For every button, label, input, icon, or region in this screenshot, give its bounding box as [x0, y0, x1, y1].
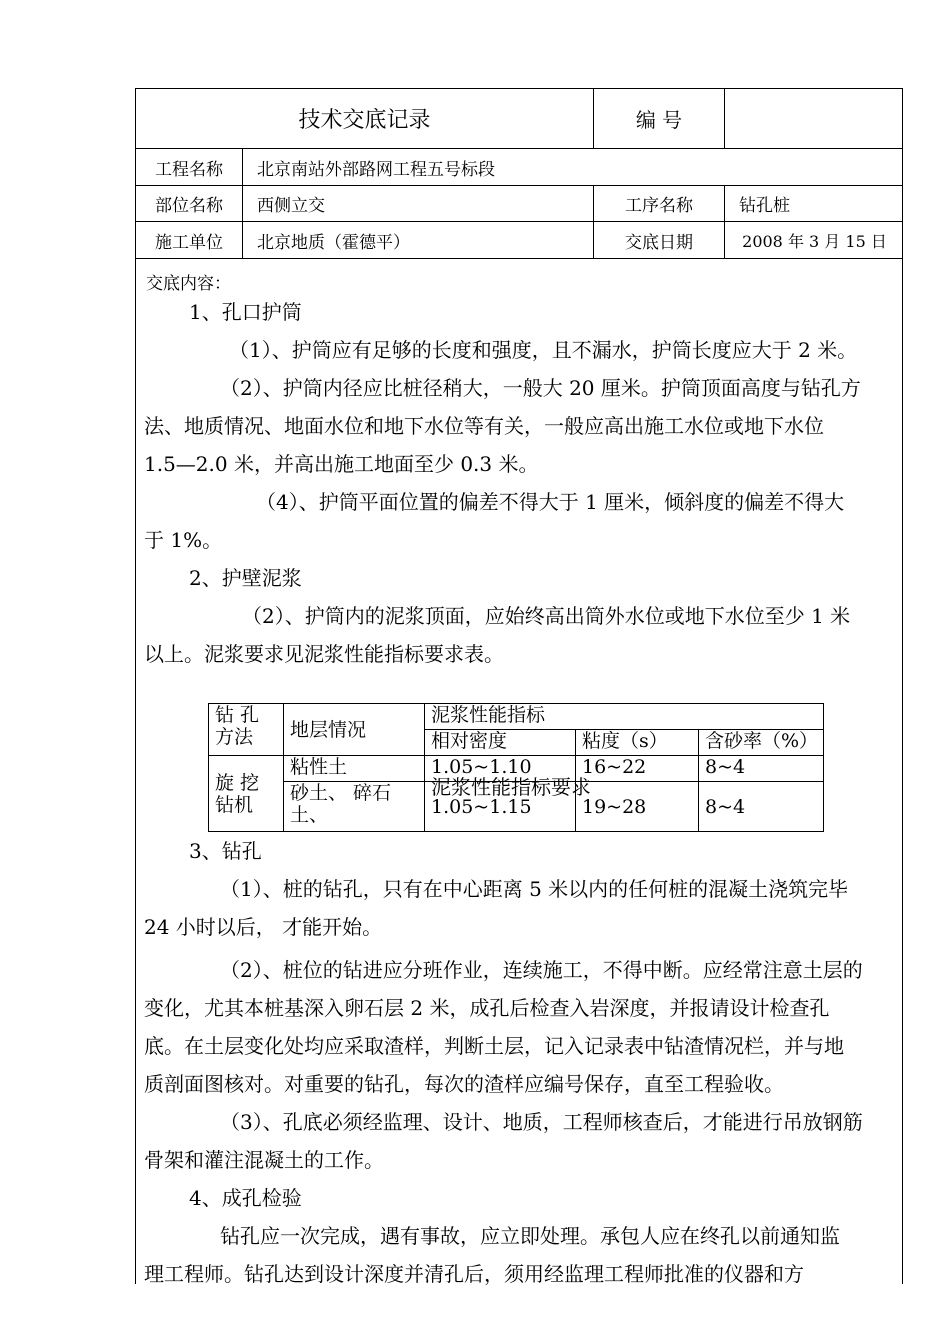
section-3-title: 3、钻孔	[189, 839, 262, 863]
layer-line-1: 砂土、 碎石	[290, 782, 392, 804]
unit-label: 施工单位	[136, 222, 243, 258]
unit-value: 北京地质（霍德平）	[243, 222, 594, 258]
process-label: 工序名称	[594, 186, 725, 221]
method-cell	[209, 756, 284, 832]
method-line-1: 旋 挖	[215, 771, 260, 794]
s4-para-1-line-2: 理工程师。钻孔达到设计深度并清孔后，须用经监理工程师批准的仪器和方	[144, 1262, 804, 1286]
number-value	[725, 89, 904, 148]
s3-para-3-line-1: （3）、孔底必须经监理、设计、地质，工程师核查后，才能进行吊放钢筋	[220, 1110, 863, 1134]
part-row	[136, 186, 902, 222]
density-cell: 1.05~1.10	[425, 756, 576, 782]
s1-para-2-line-2: 法、地质情况、地面水位和地下水位等有关，一般应高出施工水位或地下水位	[144, 414, 824, 438]
s1-para-2-line-3: 1.5—2.0 米，并高出施工地面至少 0.3 米。	[144, 452, 539, 476]
process-value: 钻孔桩	[739, 196, 790, 216]
mud-table-title: 泥浆性能指标要求	[431, 775, 591, 799]
method-header-line-2: 方法	[215, 726, 254, 748]
s3-para-3-line-2: 骨架和灌注混凝土的工作。	[144, 1148, 384, 1172]
col-header-layer: 地层情况	[284, 704, 425, 756]
number-label: 编 号	[594, 89, 725, 148]
col-header-viscosity: 粘度（s）	[576, 730, 699, 756]
section-2-title: 2、护壁泥浆	[189, 566, 302, 590]
title-row	[136, 89, 902, 149]
part-label: 部位名称	[136, 186, 243, 221]
date-value: 2008 年 3 月 15 日	[742, 231, 887, 251]
viscosity-cell: 16~22	[576, 756, 699, 782]
table-row	[209, 782, 824, 832]
section-4-title: 4、成孔检验	[189, 1186, 302, 1210]
col-header-group: 泥浆性能指标	[425, 704, 824, 730]
layer-cell	[284, 782, 425, 832]
s1-para-4-line-2: 于 1%。	[144, 528, 223, 552]
part-value: 西侧立交	[243, 186, 594, 221]
project-value: 北京南站外部路网工程五号标段	[257, 159, 495, 180]
s1-para-4-line-1: （4）、护筒平面位置的偏差不得大于 1 厘米，倾斜度的偏差不得大	[256, 490, 845, 514]
section-1-title: 1、孔口护筒	[189, 300, 302, 324]
table-row	[209, 756, 824, 782]
project-label: 工程名称	[136, 149, 243, 185]
s3-para-2-line-3: 底。在土层变化处均应采取渣样，判断土层，记入记录表中钻渣情况栏，并与地	[144, 1034, 844, 1058]
s3-para-1-line-1: （1）、桩的钻孔，只有在中心距离 5 米以内的任何桩的混凝土浇筑完毕	[220, 877, 849, 901]
s3-para-2-line-2: 变化，尤其本桩基深入卵石层 2 米，成孔后检查入岩深度，并报请设计检查孔	[144, 996, 830, 1020]
content-label: 交底内容：	[146, 274, 231, 294]
s1-para-1: （1）、护筒应有足够的长度和强度，且不漏水，护筒长度应大于 2 米。	[229, 338, 858, 362]
unit-row	[136, 222, 902, 259]
s2-para-2-line-1: （2）、护筒内的泥浆顶面，应始终高出筒外水位或地下水位至少 1 米	[242, 604, 851, 628]
page-title: 技术交底记录	[136, 89, 594, 148]
method-line-2: 钻机	[215, 793, 254, 816]
s4-para-1-line-1: 钻孔应一次完成，遇有事故，应立即处理。承包人应在终孔以前通知监	[220, 1224, 840, 1248]
layer-line-2: 土、	[290, 804, 329, 826]
col-header-sand: 含砂率（%）	[699, 730, 824, 756]
date-label: 交底日期	[594, 222, 725, 258]
sand-cell: 8~4	[699, 782, 824, 832]
project-row	[136, 149, 902, 186]
s3-para-2-line-1: （2）、桩位的钻进应分班作业，连续施工，不得中断。应经常注意土层的	[220, 958, 863, 982]
mud-spec-table	[208, 703, 824, 832]
layer-cell: 粘性土	[284, 756, 425, 782]
sand-cell: 8~4	[699, 756, 824, 782]
viscosity-cell: 19~28	[576, 782, 699, 832]
col-header-method	[209, 704, 284, 756]
record-frame	[135, 88, 903, 1284]
s3-para-1-line-2: 24 小时以后， 才能开始。	[144, 915, 383, 939]
s1-para-2-line-1: （2）、护筒内径应比桩径稍大，一般大 20 厘米。护筒顶面高度与钻孔方	[220, 376, 861, 400]
density-cell: 1.05~1.15	[425, 782, 576, 832]
s3-para-2-line-4: 质剖面图核对。对重要的钻孔，每次的渣样应编号保存，直至工程验收。	[144, 1072, 784, 1096]
s2-para-2-line-2: 以上。泥浆要求见泥浆性能指标要求表。	[144, 642, 504, 666]
col-header-density: 相对密度	[425, 730, 576, 756]
method-header-line-1: 钻 孔	[215, 704, 260, 726]
